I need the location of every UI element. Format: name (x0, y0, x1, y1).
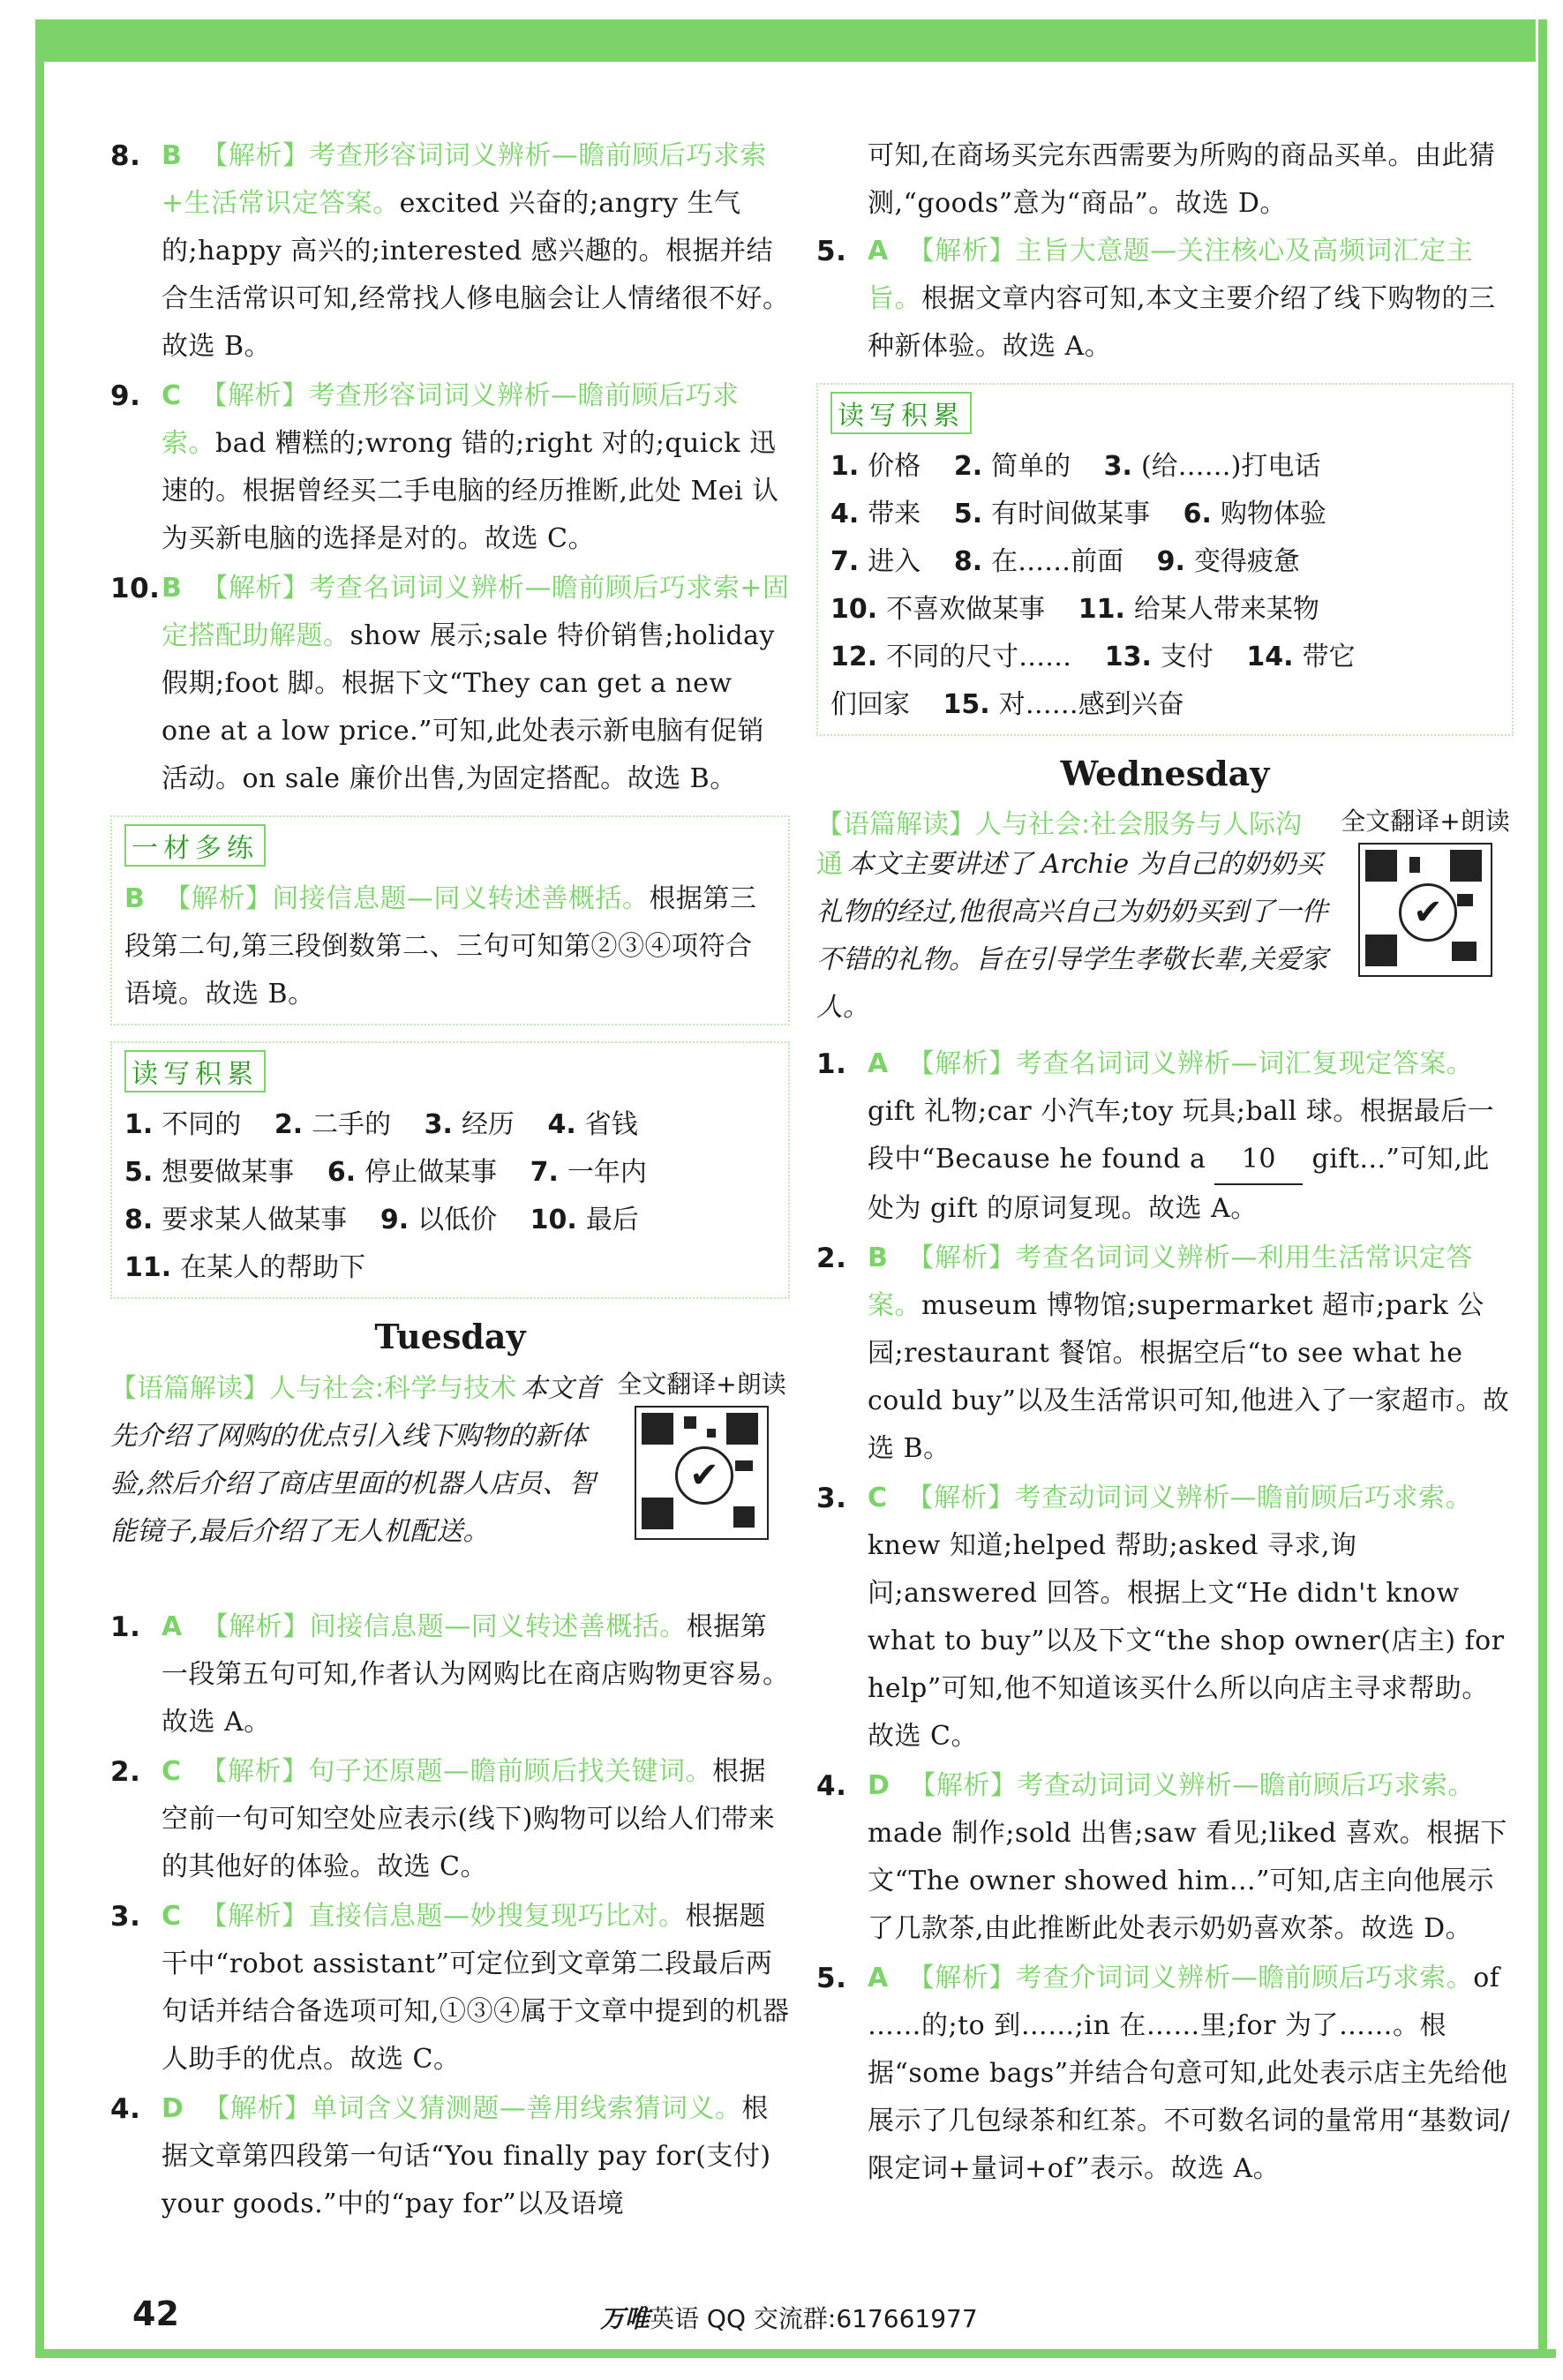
vocab-row: 8. 要求某人做某事 9. 以低价 10. 最后 (124, 1205, 639, 1235)
answer-item-t2: 2. C 【解析】句子还原题—瞻前顾后找关键词。根据空前一句可知空处应表示(线下)购物可以给人们带来的其他好的体验。故选 C。 (110, 1756, 776, 1882)
reading-tag: 【语篇解读】人与社会:科学与技术 (110, 1373, 517, 1404)
answer-item-t1: 1. A 【解析】间接信息题—同义转述善概括。根据第一段第五句可知,作者认为网购比在商店购物更容易。故选 A。 (110, 1611, 790, 1738)
check-icon: ✔ (675, 1446, 733, 1505)
frame-bottom (35, 2349, 1556, 2358)
yicai-answer: B 【解析】间接信息题—同义转述善概括。根据第三段第二句,第三段倒数第二、三句可知第②③④项符合语境。故选 B。 (124, 883, 757, 1010)
group-text: 英语 QQ 交流群:617661977 (650, 2304, 978, 2333)
vocab-row: 11. 在某人的帮助下 (124, 1252, 366, 1283)
vocab-row: 12. 不同的尺寸…… 13. 支付 14. 带它 (830, 642, 1356, 672)
answer-item-w5: 5. A 【解析】考查介词词义辨析—瞻前顾后巧求索。of ……的;to 到……;in 在……里;for 为了……。根据“some bags”并结合句意可知,此处表示店主先给他展示了几包绿茶和红茶。不可数名词的量常用“基数词/限定词+量词+of”表示。故选 A。 (816, 1963, 1510, 2184)
analysis-text: excited 兴奋的;angry 生气的;happy 高兴的;interested 感兴趣的。根据并结合生活常识可知,经常找人修电脑会让人情绪很不好。故选 B。 (162, 188, 790, 362)
answer-letter: B (162, 573, 183, 604)
reading-tag: 【语篇解读】人与社会:社会服务与人际沟通 (816, 809, 1303, 880)
duxie-jilei-section-right (816, 383, 1514, 736)
left-column (110, 132, 790, 2230)
answer-item-w4: 4. D 【解析】考查动词词义辨析—瞻前顾后巧求索。made 制作;sold 出售;saw 看见;liked 喜欢。根据下文“The owner showed him...”可知,店主向他展示了几款茶,由此推断此处表示奶奶喜欢茶。故选 D。 (816, 1770, 1507, 1944)
qr-block[interactable]: 全文翻译+朗读 ✔ (1337, 802, 1514, 977)
reading-intro-wednesday (816, 802, 1514, 1040)
section-title: 一材多练 (124, 824, 266, 867)
analysis-text: bad 糟糕的;wrong 错的;right 对的;quick 迅速的。根据曾经买二手电脑的经历推断,此处 Mei 认为买新电脑的选择是对的。故选 C。 (162, 428, 779, 554)
page-number: 42 (132, 2294, 179, 2333)
section-title: 读写积累 (124, 1050, 266, 1092)
vocab-row: 4. 带来 5. 有时间做某事 6. 购物体验 (830, 499, 1326, 529)
vocab-row: 7. 进入 8. 在……前面 9. 变得疲惫 (830, 546, 1300, 577)
answer-letter: B (162, 140, 183, 171)
vocab-row: 10. 不喜欢做某事 11. 给某人带来某物 (830, 594, 1319, 625)
answer-item-w1: 1. A 【解析】考查名词词义辨析—词汇复现定答案。gift 礼物;car 小汽车;toy 玩具;ball 球。根据最后一段中“Because he found a 10 gift...”可知,此处为 gift 的原词复现。故选 A。 (816, 1048, 1495, 1224)
answer-item-10: 10. B 【解析】考查名词词义辨析—瞻前顾后巧求索+固定搭配助解题。show 展示;sale 特价销售;holiday 假期;foot 脚。根据下文“They can get a new one at a low price.”可知,此处表示新电脑有促销活动。on sale 廉价出售,为固定搭配。故选 B。 (110, 573, 790, 794)
frame-right (1538, 19, 1547, 2349)
footer-group-info (600, 2300, 978, 2335)
analysis-tag: 【解析】考查形容词词义辨析—瞻前顾后巧求索。 (162, 380, 740, 459)
answer-letter: C (162, 380, 182, 411)
check-icon: ✔ (1399, 883, 1457, 942)
qr-block[interactable]: 全文翻译+朗读 ✔ (613, 1365, 790, 1540)
right-column (816, 132, 1514, 2195)
analysis-text: show 展示;sale 特价销售;holiday 假期;foot 脚。根据下文“They can get a new one at a low price.”可知,此处表示新电脑有促销活动。on sale 廉价出售,为固定搭配。故选 B。 (162, 620, 775, 794)
vocab-row: 们回家 15. 对……感到兴奋 (830, 689, 1184, 720)
answer-item-9: 9. C 【解析】考查形容词词义辨析—瞻前顾后巧求索。bad 糟糕的;wrong 错的;right 对的;quick 迅速的。根据曾经买二手电脑的经历推断,此处 Mei 认为买新电脑的选择是对的。故选 C。 (110, 380, 779, 554)
vocab-row: 5. 想要做某事 6. 停止做某事 7. 一年内 (124, 1157, 647, 1188)
top-banner (0, 0, 1563, 62)
frame-left (35, 19, 44, 2349)
vocab-row: 1. 不同的 2. 二手的 3. 经历 4. 省钱 (124, 1109, 638, 1140)
answer-item-w2: 2. B 【解析】考查名词词义辨析—利用生活常识定答案。museum 博物馆;supermarket 超市;park 公园;restaurant 餐馆。根据空后“to see what he could buy”以及生活常识可知,他进入了一家超市。故选 B。 (816, 1243, 1510, 1464)
answer-item-t3: 3. C 【解析】直接信息题—妙搜复现巧比对。根据题干中“robot assistant”可定位到文章第二段最后两句话并结合备选项可知,①③④属于文章中提到的机器人助手的优点。故选 C。 (110, 1901, 790, 2075)
reading-text: 本文主要讲述了 Archie 为自己的奶奶买礼物的经过,他很高兴自己为奶奶买到了一件不错的礼物。旨在引导学生孝敬长辈,关爱家人。 (816, 849, 1328, 1023)
day-title-wednesday: Wednesday (1060, 754, 1270, 793)
analysis-tag: 【解析】考查形容词词义辨析—瞻前顾后巧求索+生活常识定答案。 (162, 140, 767, 219)
answer-item-8: 8. B 【解析】考查形容词词义辨析—瞻前顾后巧求索+生活常识定答案。excited 兴奋的;angry 生气的;happy 高兴的;interested 感兴趣的。根据并结合生活常识可知,经常找人修电脑会让人情绪很不好。故选 B。 (110, 140, 790, 362)
analysis-tag: 【解析】考查名词词义辨析—瞻前顾后巧求索+固定搭配助解题。 (162, 573, 790, 651)
answer-item-w3: 3. C 【解析】考查动词词义辨析—瞻前顾后巧求索。knew 知道;helped 帮助;asked 寻求,询问;answered 回答。根据上文“He didn't know what to buy”以及下文“the shop owner(店主) for help”可知,他不知道该买什么所以向店主寻求帮助。故选 C。 (816, 1483, 1505, 1752)
answer-item-t4: 4. D 【解析】单词含义猜测题—善用线索猜词义。根据文章第四段第一句话“You finally pay for(支付) your goods.”中的“pay for”以及语境 (110, 2093, 771, 2219)
duxie-jilei-section-left (110, 1041, 790, 1299)
day-title-tuesday: Tuesday (374, 1317, 526, 1356)
section-title: 读写积累 (830, 392, 972, 434)
reading-intro-tuesday (110, 1365, 790, 1603)
answer-blank: 10 (1214, 1136, 1303, 1185)
reading-text: 本文首先介绍了网购的优点引入线下购物的新体验,然后介绍了商店里面的机器人店员、智能镜子,最后介绍了无人机配送。 (110, 1373, 601, 1547)
qr-code-icon[interactable] (635, 1406, 769, 1540)
qr-code-icon[interactable] (1358, 843, 1492, 977)
continued-text: 可知,在商场买完东西需要为所购的商品买单。由此猜测,“goods”意为“商品”。故选 D。 (868, 140, 1496, 219)
vocab-row: 1. 价格 2. 简单的 3. (给……)打电话 (830, 451, 1321, 482)
brand-logo: 万唯 (600, 2304, 650, 2333)
yicai-duolian-section (110, 815, 790, 1025)
answer-item-t5: 5. A 【解析】主旨大意题—关注核心及高频词汇定主旨。根据文章内容可知,本文主要介绍了线下购物的三种新体验。故选 A。 (816, 236, 1496, 362)
